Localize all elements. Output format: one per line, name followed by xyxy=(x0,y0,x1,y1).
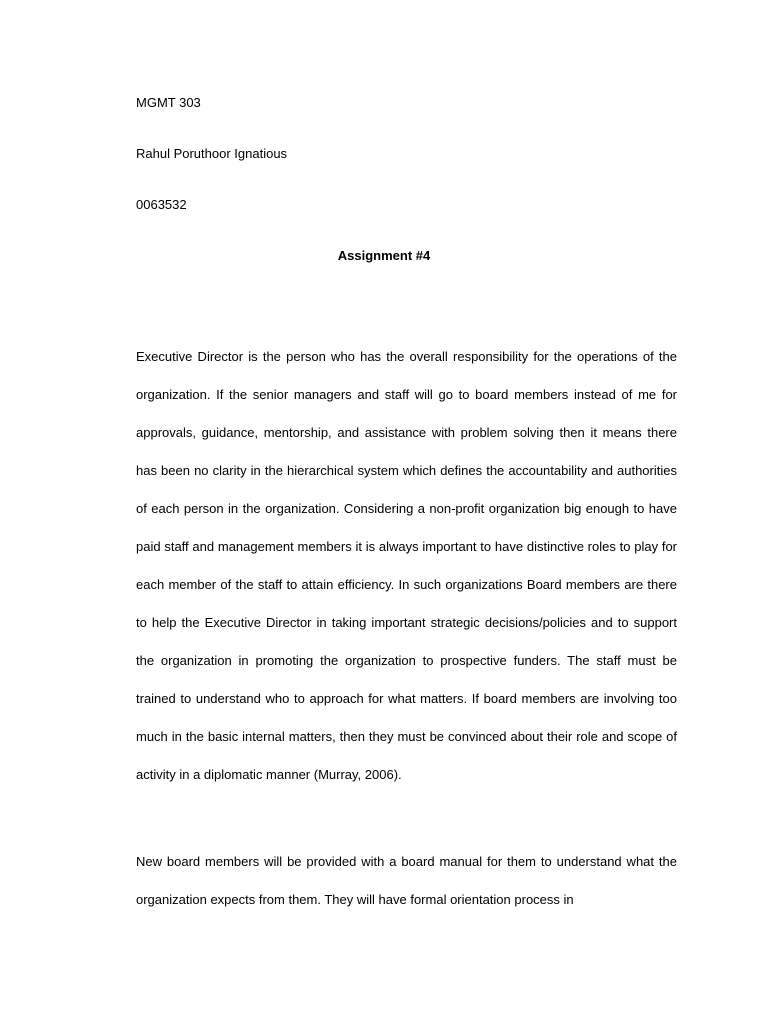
body-paragraph: New board members will be provided with a board manual for them to understand what the organization expects from them. They will have formal orientation process in xyxy=(136,854,677,907)
student-id: 0063532 xyxy=(136,197,187,212)
body-paragraph-2-block xyxy=(136,843,677,919)
course-code: MGMT 303 xyxy=(136,95,201,110)
body-paragraph-1-block xyxy=(136,338,677,794)
body-paragraph: Executive Director is the person who has the overall responsibility for the operations of the organization. If the senior managers and staff will go to board members instead of me for approvals, guidance, mentorship, and assistance with problem solving then it means there has been no clarity in the hierarchical system which defines the accountability and authorities of each person in the organization. Considering a non-profit organization big enough to have paid staff and management members it is always important to have distinctive roles to play for each member of the staff to attain efficiency. In such organizations Board members are there to help the Executive Director in taking important strategic decisions/policies and to support the organization in promoting the organization to prospective funders. The staff must be trained to understand who to approach for what matters. If board members are involving too much in the basic internal matters, then they must be convinced about their role and scope of activity in a diplomatic manner (Murray, 2006). xyxy=(136,349,677,782)
assignment-title: Assignment #4 xyxy=(337,248,431,263)
author-name: Rahul Poruthoor Ignatious xyxy=(136,146,288,161)
